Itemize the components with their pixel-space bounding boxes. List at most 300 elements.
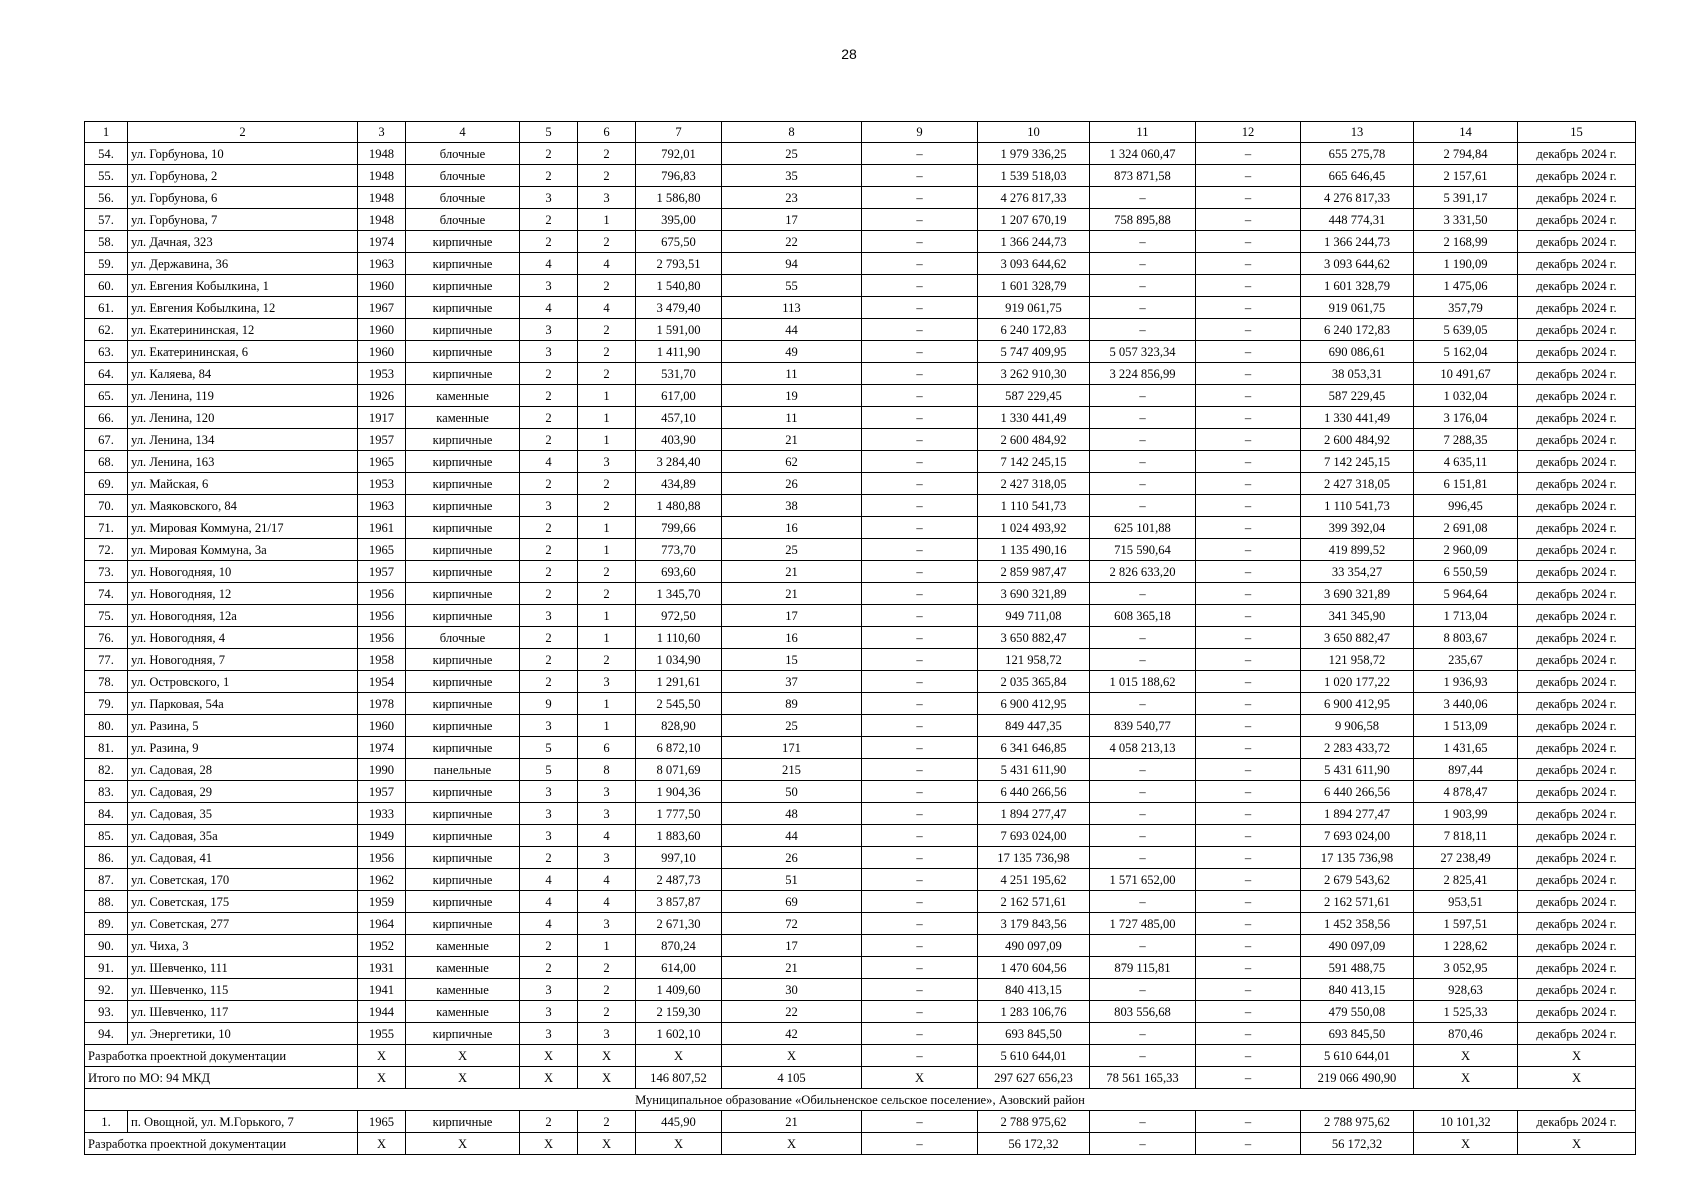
- table-cell: 591 488,75: [1301, 957, 1414, 979]
- table-cell: –: [1196, 319, 1301, 341]
- address-cell: ул. Ленина, 163: [128, 451, 358, 473]
- column-number-cell: 1: [85, 122, 128, 143]
- table-row: [85, 605, 1636, 627]
- table-cell: Х: [358, 1133, 406, 1155]
- table-cell: декабрь 2024 г.: [1518, 143, 1636, 165]
- row-number-cell: 85.: [85, 825, 128, 847]
- table-cell: 3 262 910,30: [978, 363, 1090, 385]
- table-cell: –: [1196, 869, 1301, 891]
- table-cell: декабрь 2024 г.: [1518, 473, 1636, 495]
- table-cell: –: [1196, 473, 1301, 495]
- table-cell: –: [862, 869, 978, 891]
- table-cell: –: [1090, 451, 1196, 473]
- table-cell: 2 487,73: [636, 869, 722, 891]
- table-cell: –: [862, 1133, 978, 1155]
- row-number-cell: 93.: [85, 1001, 128, 1023]
- table-cell: 919 061,75: [1301, 297, 1414, 319]
- table-cell: 5 610 644,01: [1301, 1045, 1414, 1067]
- table-cell: 2 162 571,61: [1301, 891, 1414, 913]
- table-row: [85, 297, 1636, 319]
- row-number-cell: 83.: [85, 781, 128, 803]
- table-cell: Х: [722, 1133, 862, 1155]
- table-cell: 17: [722, 605, 862, 627]
- table-cell: кирпичные: [406, 737, 520, 759]
- table-cell: 792,01: [636, 143, 722, 165]
- table-cell: 1 324 060,47: [1090, 143, 1196, 165]
- table-cell: 37: [722, 671, 862, 693]
- table-cell: декабрь 2024 г.: [1518, 803, 1636, 825]
- column-number-cell: 12: [1196, 122, 1301, 143]
- table-cell: декабрь 2024 г.: [1518, 297, 1636, 319]
- table-cell: –: [862, 517, 978, 539]
- address-cell: ул. Евгения Кобылкина, 12: [128, 297, 358, 319]
- table-cell: 50: [722, 781, 862, 803]
- table-cell: –: [862, 935, 978, 957]
- table-cell: 1964: [358, 913, 406, 935]
- table-cell: 1952: [358, 935, 406, 957]
- table-cell: 4: [578, 297, 636, 319]
- table-cell: 1 034,90: [636, 649, 722, 671]
- table-cell: 3: [520, 803, 578, 825]
- table-cell: 6 240 172,83: [1301, 319, 1414, 341]
- table-cell: кирпичные: [406, 891, 520, 913]
- table-row: [85, 1001, 1636, 1023]
- table-cell: 11: [722, 407, 862, 429]
- table-cell: 1948: [358, 165, 406, 187]
- table-cell: –: [862, 1111, 978, 1133]
- address-cell: ул. Чиха, 3: [128, 935, 358, 957]
- table-cell: 2 679 543,62: [1301, 869, 1414, 891]
- table-row: [85, 517, 1636, 539]
- table-cell: каменные: [406, 935, 520, 957]
- table-cell: 1958: [358, 649, 406, 671]
- table-cell: 4: [578, 891, 636, 913]
- table-cell: 1 777,50: [636, 803, 722, 825]
- table-cell: Х: [520, 1067, 578, 1089]
- section-design-docs-row-label: Разработка проектной документации: [85, 1133, 358, 1155]
- table-cell: 42: [722, 1023, 862, 1045]
- table-cell: –: [862, 341, 978, 363]
- table-cell: 3: [520, 715, 578, 737]
- table-cell: 49: [722, 341, 862, 363]
- table-cell: –: [1196, 187, 1301, 209]
- table-cell: –: [1196, 935, 1301, 957]
- table-cell: –: [862, 1023, 978, 1045]
- table-cell: 1965: [358, 539, 406, 561]
- table-cell: 879 115,81: [1090, 957, 1196, 979]
- table-cell: –: [862, 737, 978, 759]
- table-cell: –: [1090, 847, 1196, 869]
- table-cell: 403,90: [636, 429, 722, 451]
- table-cell: –: [1196, 297, 1301, 319]
- table-row: [85, 341, 1636, 363]
- table-cell: 15: [722, 649, 862, 671]
- section-title: Муниципальное образование «Обильненское сельское поселение», Азовский район: [85, 1089, 1636, 1111]
- row-number-cell: 66.: [85, 407, 128, 429]
- table-cell: –: [1196, 429, 1301, 451]
- table-cell: каменные: [406, 385, 520, 407]
- table-cell: 1931: [358, 957, 406, 979]
- table-cell: 26: [722, 847, 862, 869]
- table-cell: 919 061,75: [978, 297, 1090, 319]
- table-cell: Х: [722, 1045, 862, 1067]
- table-cell: декабрь 2024 г.: [1518, 1023, 1636, 1045]
- table-cell: 7 693 024,00: [978, 825, 1090, 847]
- table-cell: 1 979 336,25: [978, 143, 1090, 165]
- column-number-cell: 6: [578, 122, 636, 143]
- table-cell: 2: [520, 561, 578, 583]
- table-cell: 6 341 646,85: [978, 737, 1090, 759]
- table-cell: 2: [520, 517, 578, 539]
- table-cell: кирпичные: [406, 297, 520, 319]
- table-cell: 5 747 409,95: [978, 341, 1090, 363]
- table-cell: кирпичные: [406, 649, 520, 671]
- table-cell: 10 101,32: [1414, 1111, 1518, 1133]
- table-cell: 89: [722, 693, 862, 715]
- table-cell: 1974: [358, 737, 406, 759]
- table-cell: 2 826 633,20: [1090, 561, 1196, 583]
- table-cell: 56 172,32: [978, 1133, 1090, 1155]
- table-cell: 1: [578, 385, 636, 407]
- table-cell: –: [1090, 759, 1196, 781]
- table-cell: 1933: [358, 803, 406, 825]
- address-cell: ул. Майская, 6: [128, 473, 358, 495]
- row-number-cell: 75.: [85, 605, 128, 627]
- table-cell: 614,00: [636, 957, 722, 979]
- table-cell: 2: [578, 319, 636, 341]
- table-cell: Х: [1518, 1067, 1636, 1089]
- table-cell: кирпичные: [406, 1023, 520, 1045]
- table-cell: –: [862, 407, 978, 429]
- table-cell: 17 135 736,98: [1301, 847, 1414, 869]
- table-cell: 2 671,30: [636, 913, 722, 935]
- address-cell: ул. Садовая, 35а: [128, 825, 358, 847]
- table-cell: 3 093 644,62: [1301, 253, 1414, 275]
- section-design-docs-row: [85, 1133, 1636, 1155]
- table-row: [85, 979, 1636, 1001]
- column-number-cell: 15: [1518, 122, 1636, 143]
- page-number: 28: [841, 46, 857, 62]
- row-number-cell: 73.: [85, 561, 128, 583]
- address-cell: ул. Новогодняя, 12а: [128, 605, 358, 627]
- row-number-cell: 88.: [85, 891, 128, 913]
- table-cell: 625 101,88: [1090, 517, 1196, 539]
- table-cell: 3: [520, 979, 578, 1001]
- table-cell: кирпичные: [406, 803, 520, 825]
- table-cell: декабрь 2024 г.: [1518, 539, 1636, 561]
- table-cell: –: [862, 715, 978, 737]
- table-cell: 2 691,08: [1414, 517, 1518, 539]
- housing-repair-table: [84, 121, 1636, 1155]
- table-cell: Х: [862, 1067, 978, 1089]
- table-cell: 21: [722, 1111, 862, 1133]
- table-cell: 1 894 277,47: [1301, 803, 1414, 825]
- table-cell: панельные: [406, 759, 520, 781]
- table-cell: Х: [1414, 1045, 1518, 1067]
- table-cell: 4 105: [722, 1067, 862, 1089]
- table-cell: 3: [520, 495, 578, 517]
- table-cell: кирпичные: [406, 869, 520, 891]
- table-cell: 146 807,52: [636, 1067, 722, 1089]
- address-cell: ул. Шевченко, 111: [128, 957, 358, 979]
- table-cell: 3 690 321,89: [978, 583, 1090, 605]
- table-cell: 1978: [358, 693, 406, 715]
- table-cell: 56 172,32: [1301, 1133, 1414, 1155]
- table-cell: 693,60: [636, 561, 722, 583]
- table-cell: 2: [520, 385, 578, 407]
- table-cell: –: [1090, 781, 1196, 803]
- table-cell: 1: [578, 627, 636, 649]
- table-cell: 803 556,68: [1090, 1001, 1196, 1023]
- table-cell: 16: [722, 627, 862, 649]
- table-cell: –: [1090, 1045, 1196, 1067]
- table-cell: 4 878,47: [1414, 781, 1518, 803]
- address-cell: ул. Энергетики, 10: [128, 1023, 358, 1045]
- table-cell: 1 601 328,79: [978, 275, 1090, 297]
- table-cell: 839 540,77: [1090, 715, 1196, 737]
- table-cell: 55: [722, 275, 862, 297]
- table-cell: –: [862, 187, 978, 209]
- row-number-cell: 70.: [85, 495, 128, 517]
- table-cell: кирпичные: [406, 275, 520, 297]
- table-cell: 3: [520, 319, 578, 341]
- column-number-cell: 11: [1090, 122, 1196, 143]
- table-row: [85, 803, 1636, 825]
- column-number-cell: 4: [406, 122, 520, 143]
- table-cell: 1 475,06: [1414, 275, 1518, 297]
- table-cell: 3: [520, 187, 578, 209]
- table-cell: декабрь 2024 г.: [1518, 451, 1636, 473]
- table-cell: 796,83: [636, 165, 722, 187]
- table-cell: 949 711,08: [978, 605, 1090, 627]
- table-cell: 30: [722, 979, 862, 1001]
- table-cell: 1956: [358, 627, 406, 649]
- table-cell: –: [1090, 407, 1196, 429]
- table-cell: 2: [520, 1111, 578, 1133]
- table-cell: кирпичные: [406, 781, 520, 803]
- table-cell: кирпичные: [406, 561, 520, 583]
- table-cell: 3 179 843,56: [978, 913, 1090, 935]
- table-cell: 1: [578, 715, 636, 737]
- address-cell: ул. Шевченко, 115: [128, 979, 358, 1001]
- table-cell: декабрь 2024 г.: [1518, 253, 1636, 275]
- table-cell: 897,44: [1414, 759, 1518, 781]
- table-cell: 1: [578, 693, 636, 715]
- table-cell: 6 872,10: [636, 737, 722, 759]
- table-cell: 4 251 195,62: [978, 869, 1090, 891]
- table-cell: 2: [578, 495, 636, 517]
- column-number-cell: 14: [1414, 122, 1518, 143]
- table-cell: Х: [406, 1067, 520, 1089]
- table-cell: 1957: [358, 781, 406, 803]
- table-cell: 2: [578, 231, 636, 253]
- table-cell: декабрь 2024 г.: [1518, 605, 1636, 627]
- column-number-cell: 3: [358, 122, 406, 143]
- table-cell: –: [1196, 341, 1301, 363]
- address-cell: ул. Советская, 175: [128, 891, 358, 913]
- table-cell: Х: [520, 1045, 578, 1067]
- table-cell: 2: [578, 1111, 636, 1133]
- table-cell: –: [1196, 979, 1301, 1001]
- table-cell: 1 330 441,49: [978, 407, 1090, 429]
- table-cell: –: [1090, 649, 1196, 671]
- table-cell: 2: [578, 583, 636, 605]
- table-cell: –: [862, 495, 978, 517]
- table-cell: 17 135 736,98: [978, 847, 1090, 869]
- address-cell: ул. Советская, 170: [128, 869, 358, 891]
- row-number-cell: 89.: [85, 913, 128, 935]
- table-cell: 1 904,36: [636, 781, 722, 803]
- table-cell: –: [1090, 231, 1196, 253]
- table-cell: –: [1196, 1023, 1301, 1045]
- table-cell: Х: [578, 1045, 636, 1067]
- table-cell: 1 291,61: [636, 671, 722, 693]
- table-cell: 3: [578, 803, 636, 825]
- address-cell: ул. Новогодняя, 7: [128, 649, 358, 671]
- address-cell: ул. Новогодняя, 10: [128, 561, 358, 583]
- table-cell: Х: [406, 1045, 520, 1067]
- table-cell: 3 052,95: [1414, 957, 1518, 979]
- table-cell: 1967: [358, 297, 406, 319]
- table-cell: 445,90: [636, 1111, 722, 1133]
- table-cell: декабрь 2024 г.: [1518, 407, 1636, 429]
- address-cell: ул. Садовая, 41: [128, 847, 358, 869]
- row-number-cell: 91.: [85, 957, 128, 979]
- table-cell: 6 151,81: [1414, 473, 1518, 495]
- address-cell: ул. Новогодняя, 4: [128, 627, 358, 649]
- table-cell: декабрь 2024 г.: [1518, 209, 1636, 231]
- table-cell: 3 690 321,89: [1301, 583, 1414, 605]
- table-row: [85, 935, 1636, 957]
- table-cell: 1948: [358, 143, 406, 165]
- table-cell: 6 900 412,95: [978, 693, 1090, 715]
- address-cell: ул. Горбунова, 10: [128, 143, 358, 165]
- table-cell: кирпичные: [406, 341, 520, 363]
- table-cell: 38: [722, 495, 862, 517]
- table-cell: 2 960,09: [1414, 539, 1518, 561]
- table-cell: 1990: [358, 759, 406, 781]
- table-cell: 395,00: [636, 209, 722, 231]
- table-cell: –: [1196, 825, 1301, 847]
- table-cell: 2 793,51: [636, 253, 722, 275]
- table-cell: 35: [722, 165, 862, 187]
- table-cell: 1 525,33: [1414, 1001, 1518, 1023]
- table-row: [85, 957, 1636, 979]
- table-cell: –: [1196, 605, 1301, 627]
- table-cell: 1957: [358, 429, 406, 451]
- row-number-cell: 84.: [85, 803, 128, 825]
- table-cell: –: [862, 539, 978, 561]
- table-cell: декабрь 2024 г.: [1518, 913, 1636, 935]
- table-cell: Х: [1414, 1133, 1518, 1155]
- table-cell: декабрь 2024 г.: [1518, 165, 1636, 187]
- table-cell: 693 845,50: [978, 1023, 1090, 1045]
- table-cell: 2: [578, 143, 636, 165]
- table-cell: 2: [578, 275, 636, 297]
- table-cell: 1 409,60: [636, 979, 722, 1001]
- table-cell: –: [862, 605, 978, 627]
- table-cell: –: [862, 319, 978, 341]
- table-cell: 2: [520, 583, 578, 605]
- table-cell: кирпичные: [406, 539, 520, 561]
- table-cell: –: [1196, 1045, 1301, 1067]
- table-cell: декабрь 2024 г.: [1518, 825, 1636, 847]
- table-cell: 3: [520, 341, 578, 363]
- table-cell: 997,10: [636, 847, 722, 869]
- table-cell: 7 142 245,15: [1301, 451, 1414, 473]
- address-cell: ул. Мировая Коммуна, 21/17: [128, 517, 358, 539]
- table-cell: 799,66: [636, 517, 722, 539]
- table-cell: 490 097,09: [1301, 935, 1414, 957]
- table-cell: 16: [722, 517, 862, 539]
- address-cell: ул. Евгения Кобылкина, 1: [128, 275, 358, 297]
- table-row: [85, 891, 1636, 913]
- table-cell: 121 958,72: [978, 649, 1090, 671]
- row-number-cell: 60.: [85, 275, 128, 297]
- table-cell: 113: [722, 297, 862, 319]
- table-cell: 25: [722, 143, 862, 165]
- table-cell: 4 276 817,33: [1301, 187, 1414, 209]
- table-cell: 1 135 490,16: [978, 539, 1090, 561]
- table-cell: 3 331,50: [1414, 209, 1518, 231]
- table-cell: 3: [578, 451, 636, 473]
- table-cell: 6 240 172,83: [978, 319, 1090, 341]
- table-cell: 1 713,04: [1414, 605, 1518, 627]
- table-row: [85, 363, 1636, 385]
- table-cell: 870,24: [636, 935, 722, 957]
- table-cell: 1 330 441,49: [1301, 407, 1414, 429]
- table-cell: 4: [520, 913, 578, 935]
- table-cell: –: [1196, 891, 1301, 913]
- table-cell: 1 591,00: [636, 319, 722, 341]
- table-cell: 3: [520, 605, 578, 627]
- table-row: [85, 649, 1636, 671]
- table-cell: 1962: [358, 869, 406, 891]
- table-cell: 457,10: [636, 407, 722, 429]
- table-cell: 4: [520, 869, 578, 891]
- table-cell: 3 440,06: [1414, 693, 1518, 715]
- table-cell: –: [862, 891, 978, 913]
- table-cell: 4: [578, 253, 636, 275]
- table-cell: 587 229,45: [1301, 385, 1414, 407]
- table-row: [85, 319, 1636, 341]
- table-cell: –: [1196, 517, 1301, 539]
- table-row: [85, 627, 1636, 649]
- table-cell: –: [1196, 715, 1301, 737]
- total-row-label: Итого по МО: 94 МКД: [85, 1067, 358, 1089]
- table-cell: 215: [722, 759, 862, 781]
- table-cell: 2 427 318,05: [978, 473, 1090, 495]
- table-cell: 5 431 611,90: [978, 759, 1090, 781]
- table-cell: декабрь 2024 г.: [1518, 979, 1636, 1001]
- table-cell: 6 440 266,56: [978, 781, 1090, 803]
- table-cell: 1965: [358, 451, 406, 473]
- header-row: [85, 122, 1636, 143]
- table-cell: –: [1090, 693, 1196, 715]
- table-cell: 2: [578, 957, 636, 979]
- table-cell: 21: [722, 561, 862, 583]
- table-cell: 2: [520, 363, 578, 385]
- row-number-cell: 86.: [85, 847, 128, 869]
- table-cell: 10 491,67: [1414, 363, 1518, 385]
- table-cell: 3: [578, 913, 636, 935]
- table-cell: –: [1196, 913, 1301, 935]
- table-cell: –: [1196, 143, 1301, 165]
- table-cell: –: [1196, 1111, 1301, 1133]
- table-cell: 2: [578, 341, 636, 363]
- row-number-cell: 92.: [85, 979, 128, 1001]
- table-cell: 2 600 484,92: [1301, 429, 1414, 451]
